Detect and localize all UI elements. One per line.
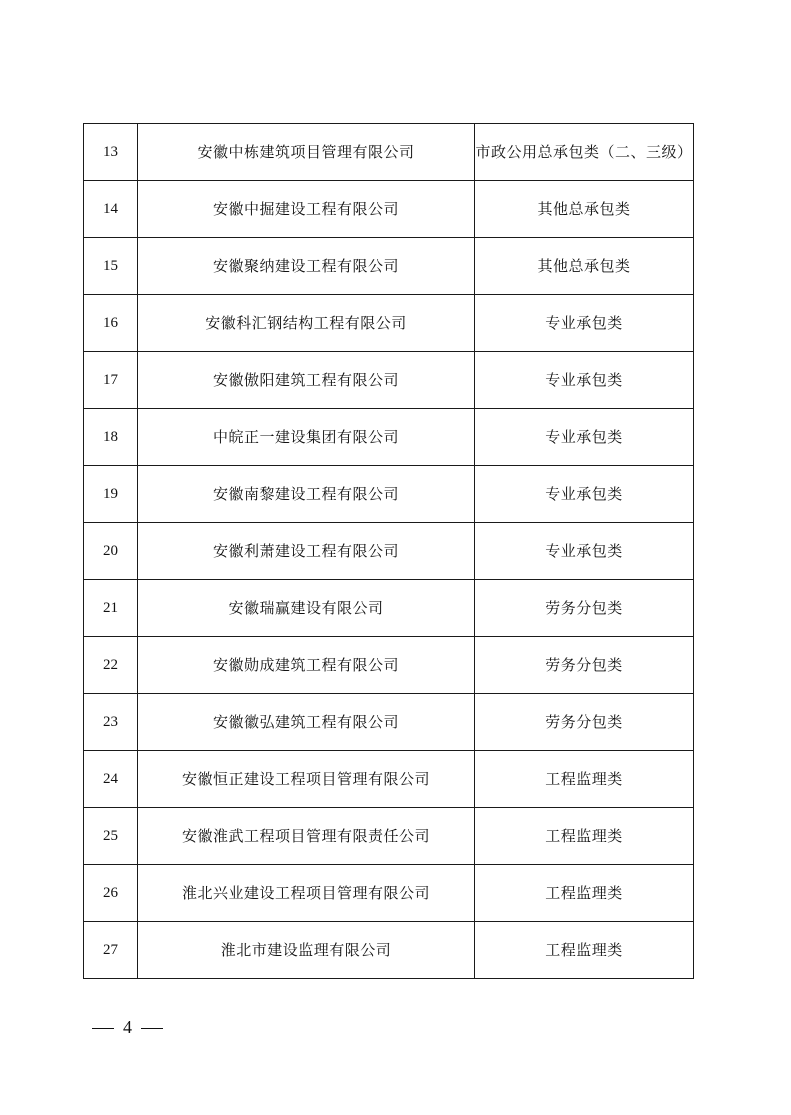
table-row [84,181,694,238]
table-row [84,751,694,808]
page-number: 4 [123,1017,132,1037]
row-number: 19 [84,466,138,523]
category: 专业承包类 [475,466,694,523]
table-row [84,694,694,751]
company-name: 安徽淮武工程项目管理有限责任公司 [138,808,475,865]
table-row [84,124,694,181]
row-number: 13 [84,124,138,181]
row-number: 18 [84,409,138,466]
company-name: 安徽南黎建设工程有限公司 [138,466,475,523]
row-number: 26 [84,865,138,922]
row-number: 21 [84,580,138,637]
table-row [84,295,694,352]
row-number: 24 [84,751,138,808]
row-number: 25 [84,808,138,865]
company-table-body [84,124,694,979]
company-name: 安徽瑞赢建设有限公司 [138,580,475,637]
category: 工程监理类 [475,751,694,808]
table-row [84,808,694,865]
company-name: 安徽徽弘建筑工程有限公司 [138,694,475,751]
category: 工程监理类 [475,922,694,979]
footer-dash-right [141,1028,163,1029]
row-number: 20 [84,523,138,580]
row-number: 15 [84,238,138,295]
row-number: 14 [84,181,138,238]
company-name: 淮北市建设监理有限公司 [138,922,475,979]
company-name: 中皖正一建设集团有限公司 [138,409,475,466]
category: 其他总承包类 [475,238,694,295]
row-number: 22 [84,637,138,694]
category: 专业承包类 [475,523,694,580]
category: 专业承包类 [475,409,694,466]
category: 劳务分包类 [475,694,694,751]
category: 专业承包类 [475,295,694,352]
table-row [84,637,694,694]
company-name: 安徽中栋建筑项目管理有限公司 [138,124,475,181]
footer-dash-left [92,1028,114,1029]
company-name: 安徽科汇钢结构工程有限公司 [138,295,475,352]
company-name: 淮北兴业建设工程项目管理有限公司 [138,865,475,922]
row-number: 16 [84,295,138,352]
table-row [84,922,694,979]
table-row [84,523,694,580]
table-row [84,409,694,466]
company-name: 安徽中掘建设工程有限公司 [138,181,475,238]
table-row [84,238,694,295]
row-number: 27 [84,922,138,979]
row-number: 23 [84,694,138,751]
category: 专业承包类 [475,352,694,409]
table-row [84,352,694,409]
company-name: 安徽勋成建筑工程有限公司 [138,637,475,694]
table-row [84,466,694,523]
company-name: 安徽利萧建设工程有限公司 [138,523,475,580]
category: 工程监理类 [475,808,694,865]
category: 市政公用总承包类（二、三级） [475,124,694,181]
company-name: 安徽聚纳建设工程有限公司 [138,238,475,295]
row-number: 17 [84,352,138,409]
category: 劳务分包类 [475,637,694,694]
company-name: 安徽恒正建设工程项目管理有限公司 [138,751,475,808]
category: 其他总承包类 [475,181,694,238]
company-name: 安徽傲阳建筑工程有限公司 [138,352,475,409]
category: 工程监理类 [475,865,694,922]
table-row [84,865,694,922]
page-footer [92,1017,163,1038]
table-row [84,580,694,637]
category: 劳务分包类 [475,580,694,637]
company-table [83,123,694,979]
